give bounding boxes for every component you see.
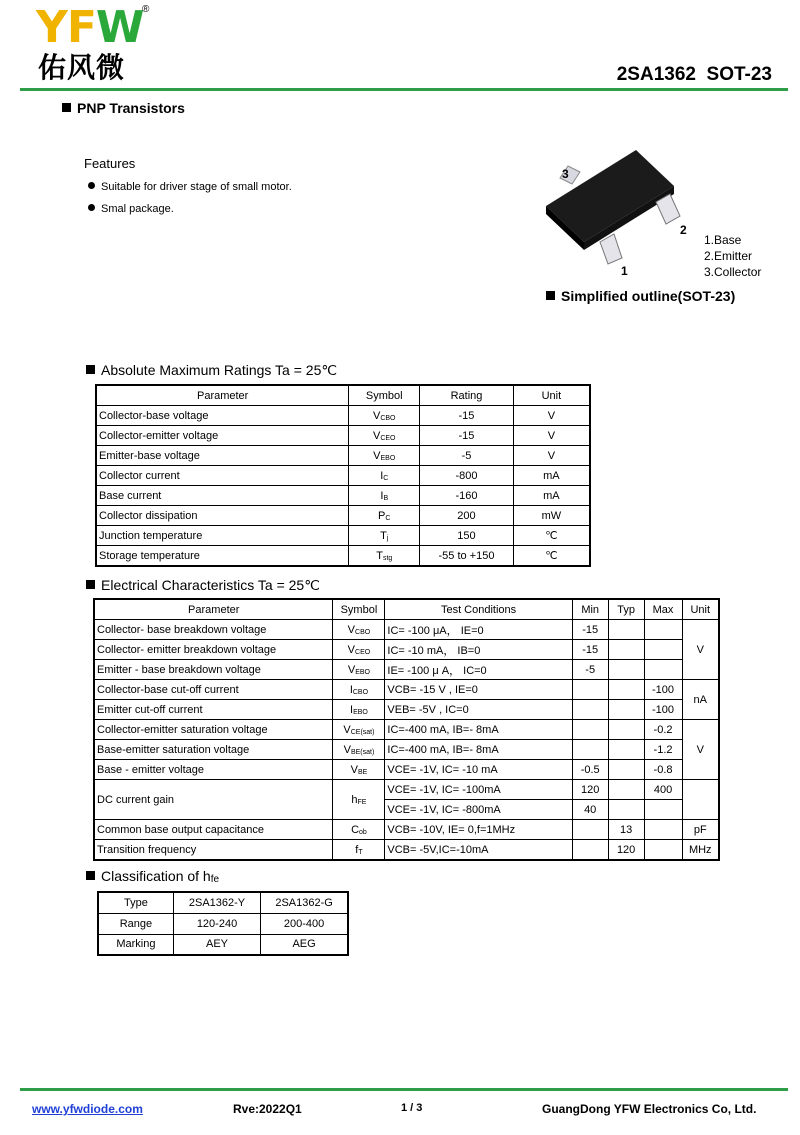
pnp-heading: PNP Transistors: [62, 100, 185, 116]
max-cell: [644, 640, 682, 660]
param-cell: Base current: [96, 486, 349, 506]
col-header: Test Conditions: [385, 599, 572, 620]
condition-cell: VCB= -10V, IE= 0,f=1MHz: [385, 820, 572, 840]
logo-box-letter: W: [95, 2, 144, 53]
typ-cell: [608, 700, 644, 720]
condition-cell: VCB= -15 V , IE=0: [385, 680, 572, 700]
min-cell: -15: [572, 620, 608, 640]
symbol-cell: $V_{CEO}$: [333, 640, 385, 660]
rating-cell: -160: [420, 486, 514, 506]
sot23-package-drawing: [538, 146, 698, 276]
param-cell: Collector-base voltage: [96, 406, 349, 426]
symbol-cell: $h_{FE}$: [333, 780, 385, 820]
class-cell: Marking: [98, 934, 173, 955]
col-header: Min: [572, 599, 608, 620]
col-header: Symbol: [349, 385, 420, 406]
rating-cell: -55 to +150: [420, 546, 514, 567]
square-bullet-icon: [86, 580, 95, 589]
symbol-cell: $T_j$: [349, 526, 420, 546]
param-cell: Collector-base cut-off current: [94, 680, 333, 700]
classification-heading: Classification of $h_{fe}$: [86, 868, 219, 885]
condition-cell: VCE= -1V, IC= -100mA: [385, 780, 572, 800]
table-row: [94, 660, 719, 680]
rating-cell: -15: [420, 426, 514, 446]
rating-cell: -15: [420, 406, 514, 426]
symbol-cell: $V_{CBO}$: [333, 620, 385, 640]
class-cell: 120-240: [173, 913, 260, 934]
typ-cell: [608, 740, 644, 760]
abs-max-table: [95, 384, 591, 567]
table-row: [94, 620, 719, 640]
pin-legend-item: 3.Collector: [704, 265, 762, 279]
pin-legend-item: 2.Emitter: [704, 249, 753, 263]
rating-cell: -800: [420, 466, 514, 486]
max-cell: [644, 820, 682, 840]
col-header: Unit: [513, 385, 590, 406]
classification-table: [97, 891, 349, 956]
symbol-cell: $V_{EBO}$: [333, 660, 385, 680]
unit-cell: mA: [513, 466, 590, 486]
param-cell: Collector-emitter voltage: [96, 426, 349, 446]
feature-item: Suitable for driver stage of small motor.: [88, 181, 292, 193]
typ-cell: [608, 680, 644, 700]
unit-cell: pF: [682, 820, 719, 840]
param-cell: Collector-emitter saturation voltage: [94, 720, 333, 740]
col-header: Unit: [682, 599, 719, 620]
typ-cell: [608, 660, 644, 680]
min-cell: -0.5: [572, 760, 608, 780]
max-cell: -100: [644, 680, 682, 700]
square-bullet-icon: [86, 365, 95, 374]
abs-max-heading: Absolute Maximum Ratings Ta = 25℃: [86, 362, 337, 379]
col-header: Max: [644, 599, 682, 620]
symbol-cell: $I_{EBO}$: [333, 700, 385, 720]
max-cell: -100: [644, 700, 682, 720]
symbol-cell: $V_{BE}$: [333, 760, 385, 780]
class-cell: Type: [98, 892, 173, 913]
pin-legend-item: 1.Base: [704, 233, 742, 247]
condition-cell: VCB= -5V,IC=-10mA: [385, 840, 572, 861]
symbol-cell: $C_{ob}$: [333, 820, 385, 840]
table-row: [94, 640, 719, 660]
param-cell: Junction temperature: [96, 526, 349, 546]
class-cell: AEG: [261, 934, 348, 955]
param-cell: Collector current: [96, 466, 349, 486]
logo-chinese: 佑风微: [38, 51, 126, 84]
rating-cell: 150: [420, 526, 514, 546]
table-row: [96, 506, 590, 526]
typ-cell: 13: [608, 820, 644, 840]
condition-cell: IC= -100 μA， IE=0: [385, 620, 572, 640]
param-cell: Storage temperature: [96, 546, 349, 567]
max-cell: [644, 840, 682, 861]
website-link[interactable]: www.yfwdiode.com: [32, 1102, 143, 1116]
condition-cell: VCE= -1V, IC= -800mA: [385, 800, 572, 820]
table-row: [94, 680, 719, 700]
unit-cell: V: [682, 720, 719, 780]
pin2-label: 2: [680, 223, 687, 237]
table-row: [94, 740, 719, 760]
table-row: [94, 840, 719, 861]
unit-cell: mW: [513, 506, 590, 526]
symbol-cell: $I_C$: [349, 466, 420, 486]
typ-cell: [608, 620, 644, 640]
max-cell: [644, 660, 682, 680]
class-cell: 2SA1362-G: [261, 892, 348, 913]
header-rule: [20, 88, 788, 91]
condition-cell: VEB= -5V , IC=0: [385, 700, 572, 720]
logo: [36, 2, 144, 53]
table-row: [98, 892, 348, 913]
min-cell: [572, 700, 608, 720]
condition-cell: IC= -10 mA， IB=0: [385, 640, 572, 660]
pin3-label: 3: [562, 167, 569, 181]
param-cell: Common base output capacitance: [94, 820, 333, 840]
min-cell: [572, 720, 608, 740]
table-row: [96, 526, 590, 546]
symbol-cell: $V_{CE(sat)}$: [333, 720, 385, 740]
max-cell: [644, 800, 682, 820]
min-cell: 120: [572, 780, 608, 800]
table-row: [96, 406, 590, 426]
class-cell: 200-400: [261, 913, 348, 934]
class-cell: AEY: [173, 934, 260, 955]
table-row: [96, 466, 590, 486]
registered-mark: ®: [142, 4, 150, 15]
page-number: 1 / 3: [401, 1102, 423, 1114]
bullet-icon: [88, 204, 95, 211]
symbol-cell: $T_{stg}$: [349, 546, 420, 567]
class-cell: 2SA1362-Y: [173, 892, 260, 913]
param-cell: Emitter - base breakdown voltage: [94, 660, 333, 680]
table-row: [94, 720, 719, 740]
symbol-cell: $P_C$: [349, 506, 420, 526]
min-cell: [572, 740, 608, 760]
pin1-label: 1: [621, 264, 628, 278]
typ-cell: 120: [608, 840, 644, 861]
symbol-cell: $V_{CEO}$: [349, 426, 420, 446]
class-cell: Range: [98, 913, 173, 934]
rating-cell: 200: [420, 506, 514, 526]
max-cell: -1.2: [644, 740, 682, 760]
table-header-row: [96, 385, 590, 406]
symbol-cell: $I_{CBO}$: [333, 680, 385, 700]
unit-cell: V: [513, 426, 590, 446]
max-cell: [644, 620, 682, 640]
condition-cell: VCE= -1V, IC= -10 mA: [385, 760, 572, 780]
typ-cell: [608, 720, 644, 740]
col-header: Rating: [420, 385, 514, 406]
max-cell: 400: [644, 780, 682, 800]
table-row: [94, 780, 719, 800]
unit-cell: [682, 780, 719, 820]
unit-cell: V: [682, 620, 719, 680]
param-cell: Emitter cut-off current: [94, 700, 333, 720]
col-header: Symbol: [333, 599, 385, 620]
condition-cell: IE= -100 μ A， IC=0: [385, 660, 572, 680]
page-title: 2SA1362 SOT-23: [616, 64, 772, 85]
param-cell: DC current gain: [94, 780, 333, 820]
col-header: Parameter: [96, 385, 349, 406]
square-bullet-icon: [62, 103, 71, 112]
unit-cell: ℃: [513, 546, 590, 567]
unit-cell: MHz: [682, 840, 719, 861]
param-cell: Base-emitter saturation voltage: [94, 740, 333, 760]
symbol-cell: $f_T$: [333, 840, 385, 861]
typ-cell: [608, 780, 644, 800]
param-cell: Collector- base breakdown voltage: [94, 620, 333, 640]
typ-cell: [608, 640, 644, 660]
param-cell: Collector- emitter breakdown voltage: [94, 640, 333, 660]
logo-letters: YF: [36, 2, 96, 53]
feature-item: Smal package.: [88, 203, 174, 215]
pin-legend: [704, 232, 761, 280]
symbol-cell: $V_{EBO}$: [349, 446, 420, 466]
col-header: Parameter: [94, 599, 333, 620]
condition-cell: IC=-400 mA, IB=- 8mA: [385, 720, 572, 740]
min-cell: 40: [572, 800, 608, 820]
square-bullet-icon: [546, 291, 555, 300]
typ-cell: [608, 760, 644, 780]
revision: Rve:2022Q1: [233, 1102, 302, 1116]
min-cell: [572, 820, 608, 840]
table-row: [96, 486, 590, 506]
table-row: [96, 546, 590, 567]
symbol-cell: $V_{CBO}$: [349, 406, 420, 426]
elec-char-table: [93, 598, 720, 861]
param-cell: Base - emitter voltage: [94, 760, 333, 780]
table-row: [96, 446, 590, 466]
unit-cell: V: [513, 406, 590, 426]
min-cell: -5: [572, 660, 608, 680]
param-cell: Transition frequency: [94, 840, 333, 861]
company-name: GuangDong YFW Electronics Co, Ltd.: [542, 1102, 757, 1116]
unit-cell: V: [513, 446, 590, 466]
features-heading: Features: [84, 156, 136, 171]
bullet-icon: [88, 182, 95, 189]
rating-cell: -5: [420, 446, 514, 466]
table-header-row: [94, 599, 719, 620]
max-cell: -0.2: [644, 720, 682, 740]
table-row: [98, 913, 348, 934]
table-row: [96, 426, 590, 446]
outline-caption: Simplified outline(SOT-23): [546, 288, 735, 304]
elec-heading: Electrical Characteristics Ta = 25℃: [86, 577, 320, 594]
table-row: [94, 700, 719, 720]
unit-cell: mA: [513, 486, 590, 506]
min-cell: [572, 680, 608, 700]
unit-cell: nA: [682, 680, 719, 720]
typ-cell: [608, 800, 644, 820]
condition-cell: IC=-400 mA, IB=- 8mA: [385, 740, 572, 760]
symbol-cell: $I_B$: [349, 486, 420, 506]
param-cell: Collector dissipation: [96, 506, 349, 526]
unit-cell: ℃: [513, 526, 590, 546]
min-cell: [572, 840, 608, 861]
table-row: [94, 820, 719, 840]
table-row: [94, 760, 719, 780]
table-row: [98, 934, 348, 955]
col-header: Typ: [608, 599, 644, 620]
param-cell: Emitter-base voltage: [96, 446, 349, 466]
symbol-cell: $V_{BE(sat)}$: [333, 740, 385, 760]
min-cell: -15: [572, 640, 608, 660]
max-cell: -0.8: [644, 760, 682, 780]
square-bullet-icon: [86, 871, 95, 880]
footer-rule: [20, 1088, 788, 1091]
